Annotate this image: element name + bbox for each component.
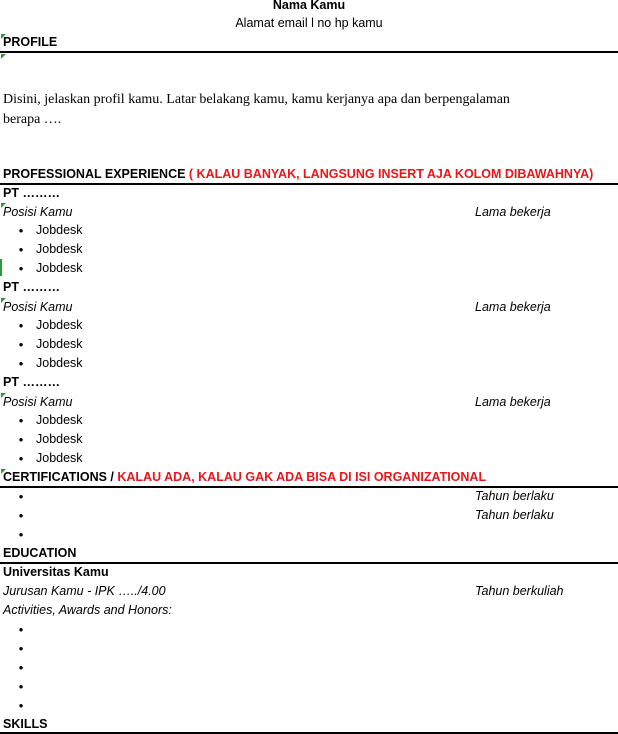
bullet-icon: • — [18, 242, 24, 257]
education-heading: EDUCATION — [3, 546, 77, 560]
bullet-icon: • — [18, 451, 24, 466]
jobdesk-item: Jobdesk — [36, 356, 83, 370]
bullet-icon: • — [18, 432, 24, 447]
company-name: PT ……… — [3, 280, 60, 294]
bullet-icon: • — [18, 641, 24, 656]
jobdesk-item: Jobdesk — [36, 451, 83, 465]
jobdesk-item: Jobdesk — [36, 337, 83, 351]
position-title: Posisi Kamu — [3, 395, 73, 409]
position-title: Posisi Kamu — [3, 300, 73, 314]
bullet-icon: • — [18, 698, 24, 713]
cell-mark — [0, 259, 2, 276]
bullet-icon: • — [18, 356, 24, 371]
work-duration: Lama bekerja — [475, 395, 551, 409]
jobdesk-item: Jobdesk — [36, 318, 83, 332]
jobdesk-item: Jobdesk — [36, 432, 83, 446]
activities-label: Activities, Awards and Honors: — [3, 603, 172, 617]
bullet-icon: • — [18, 489, 24, 504]
jobdesk-item: Jobdesk — [36, 261, 83, 275]
profile-text-line-1: Disini, jelaskan profil kamu. Latar belakang kamu, kamu kerjanya apa dan berpengalaman — [3, 92, 510, 107]
comment-marker-icon — [1, 54, 6, 59]
profile-heading: PROFILE — [3, 35, 58, 49]
jobdesk-item: Jobdesk — [36, 413, 83, 427]
name-heading: Nama Kamu — [272, 0, 346, 12]
certifications-heading — [3, 469, 486, 486]
skills-heading: SKILLS — [3, 717, 48, 731]
company-name: PT ……… — [3, 186, 60, 200]
jobdesk-item: Jobdesk — [36, 242, 83, 256]
experience-divider — [0, 183, 618, 185]
bullet-icon: • — [18, 622, 24, 637]
work-duration: Lama bekerja — [475, 300, 551, 314]
bullet-icon: • — [18, 261, 24, 276]
bullet-icon: • — [18, 413, 24, 428]
study-years: Tahun berkuliah — [475, 584, 564, 598]
jobdesk-item: Jobdesk — [36, 223, 83, 237]
bullet-icon: • — [18, 679, 24, 694]
experience-title: PROFESSIONAL EXPERIENCE — [3, 167, 186, 181]
work-duration: Lama bekerja — [475, 205, 551, 219]
position-title: Posisi Kamu — [3, 205, 73, 219]
bullet-icon: • — [18, 337, 24, 352]
bullet-icon: • — [18, 660, 24, 675]
certifications-title: CERTIFICATIONS / — [3, 470, 114, 484]
certifications-note: KALAU ADA, KALAU GAK ADA BISA DI ISI ORGANIZATIONAL — [113, 470, 487, 484]
bullet-icon: • — [18, 527, 24, 542]
bullet-icon: • — [18, 508, 24, 523]
major-gpa: Jurusan Kamu - IPK …../4.00 — [3, 584, 166, 598]
profile-divider — [0, 51, 618, 53]
contact-line: Alamat email l no hp kamu — [235, 16, 383, 30]
bullet-icon: • — [18, 223, 24, 238]
experience-heading — [3, 166, 593, 183]
company-name: PT ……… — [3, 375, 60, 389]
experience-note: ( KALAU BANYAK, LANGSUNG INSERT AJA KOLOM DIBAWAHNYA) — [185, 167, 594, 181]
certification-year: Tahun berlaku — [475, 508, 554, 522]
bullet-icon: • — [18, 318, 24, 333]
certification-year: Tahun berlaku — [475, 489, 554, 503]
profile-text-line-2: berapa …. — [3, 112, 62, 127]
university-name: Universitas Kamu — [3, 565, 109, 579]
